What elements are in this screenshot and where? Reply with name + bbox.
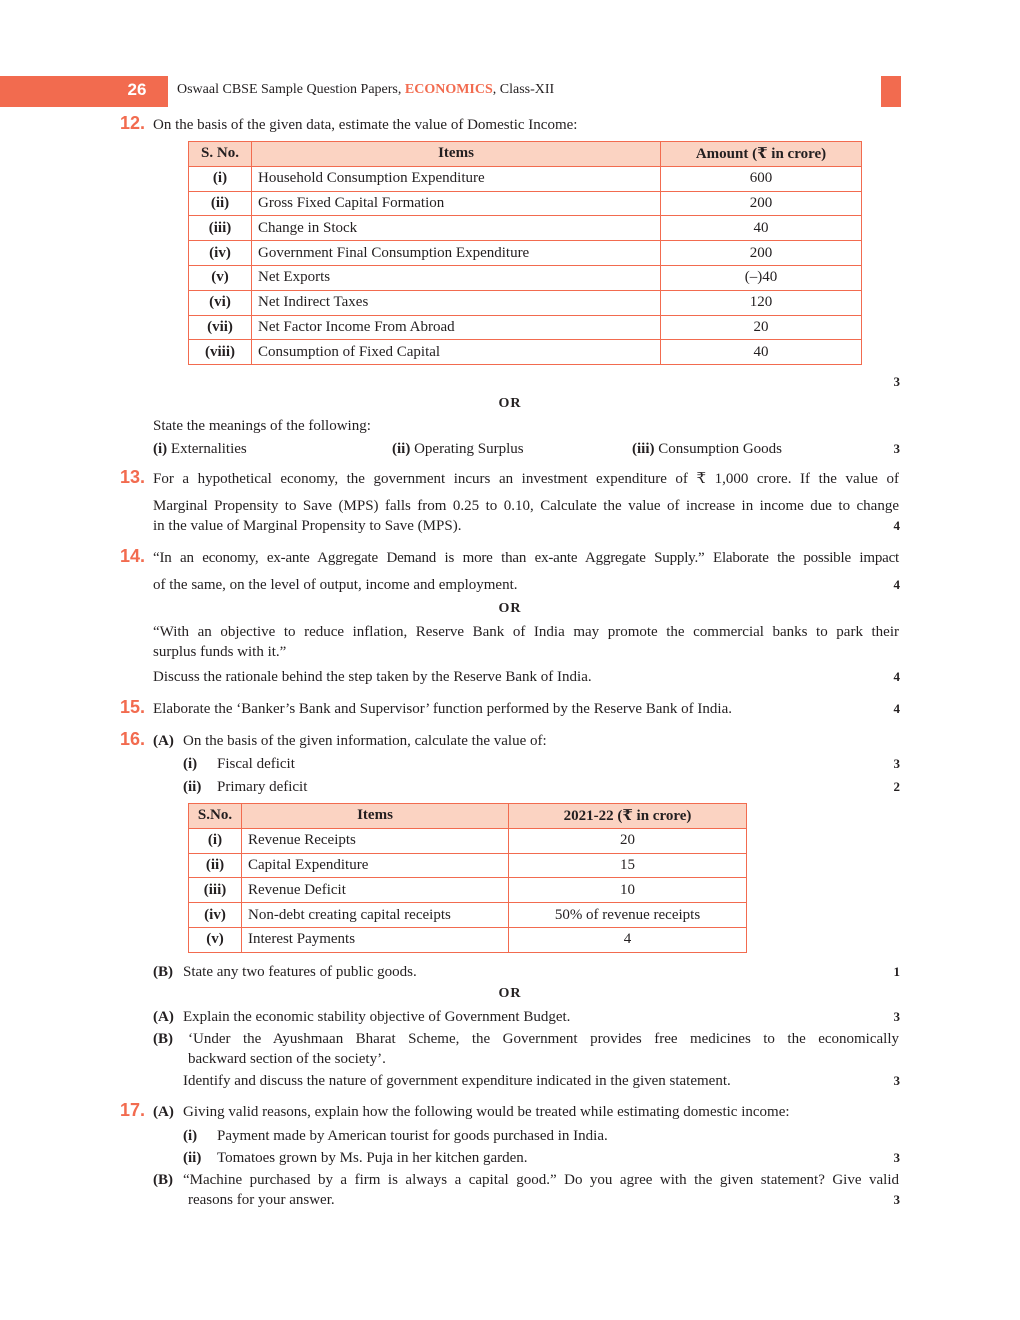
question-text: reasons for your answer. <box>188 1192 335 1208</box>
table-row <box>189 216 862 241</box>
serial-number-cell: (ii) <box>189 853 242 878</box>
column-header: S. No. <box>189 142 252 167</box>
serial-number-cell: (iii) <box>189 216 252 241</box>
table-row <box>189 340 862 365</box>
table-row <box>189 265 862 290</box>
marks: 4 <box>893 577 900 592</box>
marks: 3 <box>893 441 900 456</box>
part-label: (A) <box>153 1104 174 1120</box>
item-cell: Change in Stock <box>252 216 661 241</box>
part-label: (B) <box>153 1172 173 1188</box>
question-text: On the basis of the given information, calculate the value of: <box>183 733 547 749</box>
sub-item-label: (ii) <box>392 441 411 457</box>
sub-item-text: Operating Surplus <box>414 441 524 457</box>
amount-cell: 10 <box>509 878 747 903</box>
part-label: (B) <box>153 964 173 980</box>
question-text: of the same, on the level of output, income and employment. <box>153 577 518 593</box>
amount-cell: (–)40 <box>661 265 862 290</box>
item-cell: Revenue Deficit <box>242 878 509 903</box>
marks: 4 <box>893 669 900 684</box>
serial-number-cell: (iv) <box>189 903 242 928</box>
amount-cell: 600 <box>661 166 862 191</box>
marks: 3 <box>893 1150 900 1165</box>
header-right-marker <box>881 76 901 107</box>
marks: 3 <box>893 1009 900 1024</box>
sub-item-text: Primary deficit <box>217 779 308 795</box>
header-title-prefix: Oswaal CBSE Sample Question Papers, <box>177 82 405 97</box>
marks: 3 <box>893 1192 900 1207</box>
table-header-row <box>189 142 862 167</box>
question-number: 14. <box>120 546 146 566</box>
item-cell: Gross Fixed Capital Formation <box>252 191 661 216</box>
sub-item-label: (i) <box>183 756 198 772</box>
question-number: 17. <box>120 1100 146 1120</box>
amount-cell: 20 <box>509 828 747 853</box>
question-number: 15. <box>120 697 146 717</box>
amount-cell: 40 <box>661 216 862 241</box>
serial-number-cell: (viii) <box>189 340 252 365</box>
item-cell: Net Indirect Taxes <box>252 290 661 315</box>
serial-number-cell: (i) <box>189 166 252 191</box>
sub-item-label: (i) <box>183 1128 198 1144</box>
amount-cell: 200 <box>661 191 862 216</box>
sub-item-label: (i) <box>153 441 168 457</box>
sub-item-label: (ii) <box>183 779 202 795</box>
item-cell: Net Exports <box>252 265 661 290</box>
column-header: Items <box>252 142 661 167</box>
item-cell: Non-debt creating capital receipts <box>242 903 509 928</box>
table-row <box>189 903 747 928</box>
sub-item-label: (ii) <box>183 1150 202 1166</box>
item-cell: Capital Expenditure <box>242 853 509 878</box>
marks: 3 <box>893 1073 900 1088</box>
amount-cell: 40 <box>661 340 862 365</box>
table-row <box>189 166 862 191</box>
or-separator: OR <box>498 986 522 1001</box>
fiscal-data-table <box>188 803 747 953</box>
amount-cell: 4 <box>509 927 747 952</box>
amount-cell: 120 <box>661 290 862 315</box>
amount-cell: 15 <box>509 853 747 878</box>
question-text: ‘Under the Ayushmaan Bharat Scheme, the Government provides free medicines to the economically <box>188 1031 899 1047</box>
header-subject: ECONOMICS <box>404 82 493 97</box>
serial-number-cell: (vi) <box>189 290 252 315</box>
sub-item-text: Externalities <box>170 441 247 457</box>
domestic-income-table <box>188 141 862 365</box>
table-row <box>189 878 747 903</box>
table-row <box>189 191 862 216</box>
item-cell: Revenue Receipts <box>242 828 509 853</box>
marks: 3 <box>893 374 900 389</box>
table-row <box>189 927 747 952</box>
sub-item <box>632 439 782 459</box>
part-label: (A) <box>153 1009 174 1025</box>
amount-cell: 50% of revenue receipts <box>509 903 747 928</box>
serial-number-cell: (vii) <box>189 315 252 340</box>
item-cell: Net Factor Income From Abroad <box>252 315 661 340</box>
table-row <box>189 290 862 315</box>
question-text: State the meanings of the following: <box>153 418 371 434</box>
question-text: On the basis of the given data, estimate the value of Domestic Income: <box>153 117 578 133</box>
question-text: surplus funds with it.” <box>153 644 287 660</box>
table-header-row <box>189 804 747 829</box>
table-row <box>189 828 747 853</box>
item-cell: Household Consumption Expenditure <box>252 166 661 191</box>
item-cell: Interest Payments <box>242 927 509 952</box>
question-text: Giving valid reasons, explain how the following would be treated while estimating domestic income: <box>183 1104 790 1120</box>
sub-item-text: Fiscal deficit <box>217 756 295 772</box>
marks: 3 <box>893 756 900 771</box>
amount-cell: 20 <box>661 315 862 340</box>
question-text: Elaborate the ‘Banker’s Bank and Supervisor’ function performed by the Reserve Bank of India. <box>153 701 732 717</box>
header-title-suffix: , Class-XII <box>492 82 555 97</box>
serial-number-cell: (iii) <box>189 878 242 903</box>
question-text: “Machine purchased by a firm is always a capital good.” Do you agree with the given statement? Give valid <box>183 1172 899 1188</box>
question-text: Identify and discuss the nature of government expenditure indicated in the given statement. <box>183 1073 731 1089</box>
serial-number-cell: (v) <box>189 927 242 952</box>
part-label: (B) <box>153 1031 173 1047</box>
column-header: Items <box>242 804 509 829</box>
question-text: Marginal Propensity to Save (MPS) falls from 0.25 to 0.10, Calculate the value of increase in income due to change <box>153 498 899 514</box>
serial-number-cell: (i) <box>189 828 242 853</box>
question-text: backward section of the society’. <box>188 1051 386 1067</box>
sub-item-text: Tomatoes grown by Ms. Puja in her kitchen garden. <box>217 1150 528 1166</box>
marks: 2 <box>893 779 900 794</box>
column-header: S.No. <box>189 804 242 829</box>
question-text: in the value of Marginal Propensity to Save (MPS). <box>153 518 462 534</box>
question-text: State any two features of public goods. <box>183 964 417 980</box>
question-number: 13. <box>120 467 146 487</box>
sub-item <box>153 439 247 459</box>
question-text: Discuss the rationale behind the step taken by the Reserve Bank of India. <box>153 669 592 685</box>
amount-cell: 200 <box>661 241 862 266</box>
sub-item <box>392 439 524 459</box>
question-number: 12. <box>120 113 146 133</box>
part-label: (A) <box>153 733 174 749</box>
or-separator: OR <box>498 396 522 411</box>
serial-number-cell: (iv) <box>189 241 252 266</box>
sub-item-text: Payment made by American tourist for goods purchased in India. <box>217 1128 608 1144</box>
column-header: Amount (₹ in crore) <box>661 142 862 167</box>
page-number: 26 <box>127 80 147 99</box>
column-header: 2021-22 (₹ in crore) <box>509 804 747 829</box>
or-separator: OR <box>498 601 522 616</box>
serial-number-cell: (ii) <box>189 191 252 216</box>
item-cell: Consumption of Fixed Capital <box>252 340 661 365</box>
sub-item-label: (iii) <box>632 441 655 457</box>
table-row <box>189 853 747 878</box>
question-text: For a hypothetical economy, the government incurs an investment expenditure of ₹ 1,000 crore. If the value of <box>153 471 899 487</box>
item-cell: Government Final Consumption Expenditure <box>252 241 661 266</box>
marks: 1 <box>893 964 900 979</box>
table-row <box>189 241 862 266</box>
question-text: Explain the economic stability objective of Government Budget. <box>183 1009 571 1025</box>
question-text: “In an economy, ex-ante Aggregate Demand is more than ex-ante Aggregate Supply.” Elaborate the possible impact <box>153 550 899 566</box>
question-text: “With an objective to reduce inflation, Reserve Bank of India may promote the commercial banks to park their <box>153 624 899 640</box>
running-header <box>177 82 554 98</box>
marks: 4 <box>893 701 900 716</box>
marks: 4 <box>893 518 900 533</box>
sub-item-text: Consumption Goods <box>658 441 783 457</box>
question-number: 16. <box>120 729 146 749</box>
serial-number-cell: (v) <box>189 265 252 290</box>
table-row <box>189 315 862 340</box>
